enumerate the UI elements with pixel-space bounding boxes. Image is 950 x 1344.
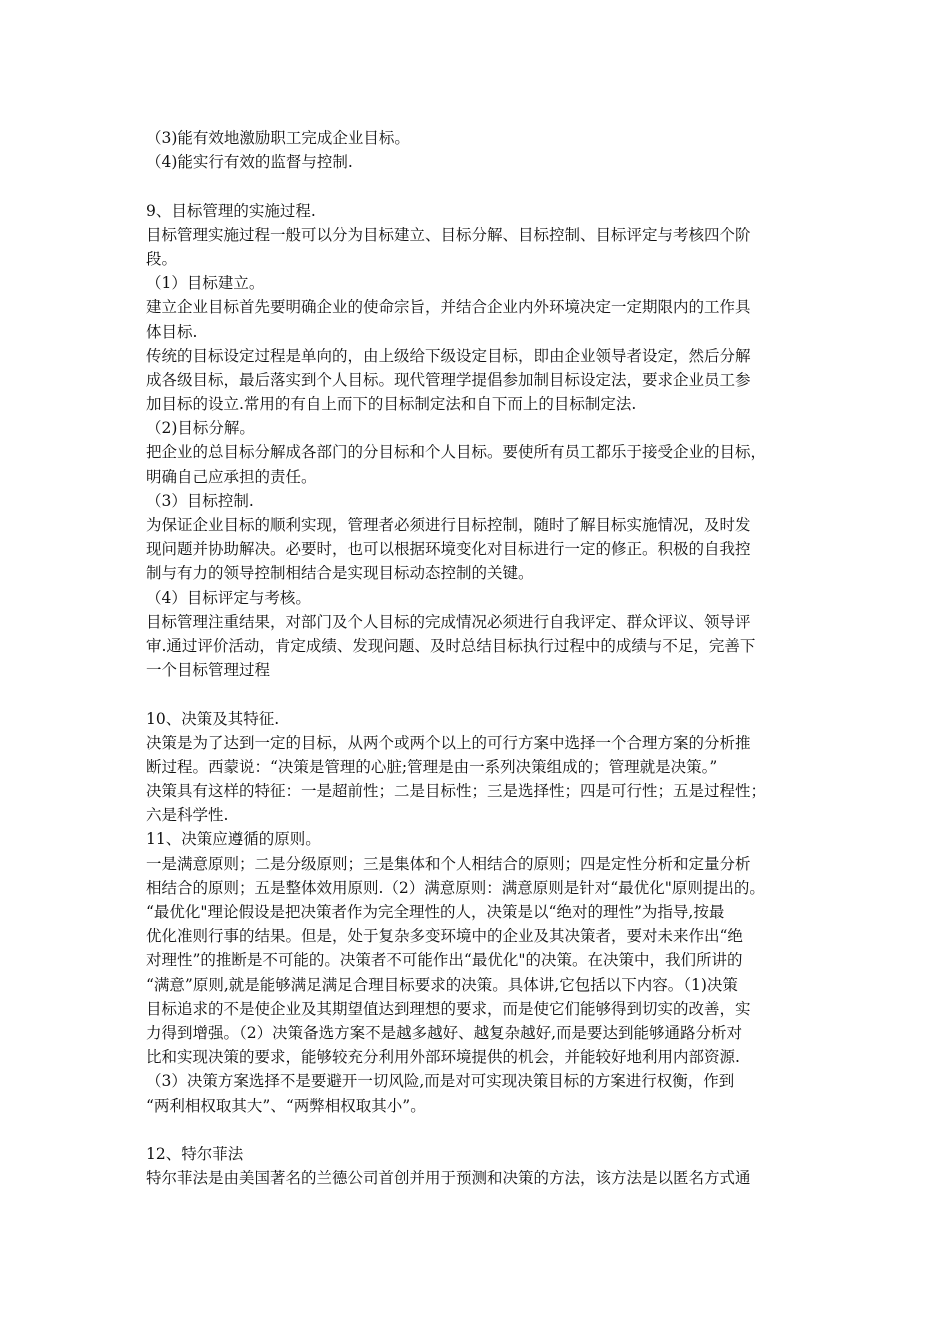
text-line: 11、决策应遵循的原则。 <box>146 830 321 849</box>
text-line: “满意”原则,就是能够满足满足合理目标要求的决策。具体讲,它包括以下内容。（1)决策 <box>146 975 738 994</box>
text-line: 体目标. <box>146 322 198 341</box>
text-line: 传统的目标设定过程是单向的，由上级给下级设定目标，即由企业领导者设定，然后分解 <box>146 346 751 365</box>
text-line: 相结合的原则；五是整体效用原则.（2）满意原则：满意原则是针对“最优化"原则提出的。 <box>146 878 765 897</box>
text-line: 比和实现决策的要求，能够较充分利用外部环境提供的机会，并能较好地利用内部资源. <box>146 1048 740 1067</box>
blank-line <box>146 682 812 706</box>
text-line: 对理性”的推断是不可能的。决策者不可能作出“最优化"的决策。在决策中，我们所讲的 <box>146 951 743 970</box>
text-line: （4)能实行有效的监督与控制. <box>146 153 353 172</box>
text-line: 建立企业目标首先要明确企业的使命宗旨，并结合企业内外环境决定一定期限内的工作具 <box>146 298 751 317</box>
text-line: 明确自己应承担的责任。 <box>146 467 317 486</box>
text-line: 决策具有这样的特征：一是超前性；二是目标性；三是选择性；四是可行性；五是过程性； <box>146 782 767 801</box>
text-line: 一个目标管理过程 <box>146 661 271 680</box>
text-line: 特尔菲法是由美国著名的兰德公司首创并用于预测和决策的方法，该方法是以匿名方式通 <box>146 1169 751 1188</box>
blank-line <box>146 174 812 198</box>
text-line: 成各级目标，最后落实到个人目标。现代管理学提倡参加制目标设定法，要求企业员工参 <box>146 370 751 389</box>
blank-line <box>146 1118 812 1142</box>
text-line: 优化准则行事的结果。但是，处于复杂多变环境中的企业及其决策者，要对未来作出“绝 <box>146 927 743 946</box>
text-line: 12、特尔菲法 <box>146 1144 244 1163</box>
text-line: 现问题并协助解决。必要时，也可以根据环境变化对目标进行一定的修正。积极的自我控 <box>146 540 751 559</box>
text-line: 六是科学性. <box>146 806 229 825</box>
text-line: 目标追求的不是使企业及其期望值达到理想的要求，而是使它们能够得到切实的改善，实 <box>146 999 751 1018</box>
text-line: 段。 <box>146 249 178 268</box>
text-line: （4）目标评定与考核。 <box>146 588 311 607</box>
text-line: 10、决策及其特征. <box>146 709 280 728</box>
text-line: 力得到增强。（2）决策备选方案不是越多越好、越复杂越好,而是要达到能够通路分析对 <box>146 1023 743 1042</box>
text-line: （1）目标建立。 <box>146 274 265 293</box>
text-line: 断过程。西蒙说：“决策是管理的心脏;管理是由一系列决策组成的；管理就是决策。” <box>146 757 718 776</box>
text-line: 一是满意原则；二是分级原则；三是集体和个人相结合的原则；四是定性分析和定量分析 <box>146 854 751 873</box>
text-line: 制与有力的领导控制相结合是实现目标动态控制的关键。 <box>146 564 534 583</box>
document-body <box>146 126 812 1190</box>
text-line: 加目标的设立.常用的有自上而下的目标制定法和自下而上的目标制定法. <box>146 395 637 414</box>
text-line: 9、目标管理的实施过程. <box>146 201 316 220</box>
text-line: 为保证企业目标的顺利实现，管理者必须进行目标控制，随时了解目标实施情况，及时发 <box>146 516 751 534</box>
text-line: “最优化"理论假设是把决策者作为完全理性的人，决策是以“绝对的理性”为指导,按最 <box>146 903 725 921</box>
text-line: 决策是为了达到一定的目标，从两个或两个以上的可行方案中选择一个合理方案的分析推 <box>146 733 751 752</box>
text-line: （2)目标分解。 <box>146 419 255 438</box>
text-line: 把企业的总目标分解成各部门的分目标和个人目标。要使所有员工都乐于接受企业的目标， <box>146 443 767 462</box>
text-line: 目标管理实施过程一般可以分为目标建立、目标分解、目标控制、目标评定与考核四个阶 <box>146 225 751 244</box>
text-line: （3)能有效地激励职工完成企业目标。 <box>146 129 410 147</box>
text-line: “两利相权取其大”、“两弊相权取其小”。 <box>146 1096 426 1115</box>
text-line: （3）目标控制. <box>146 491 254 510</box>
text-line: 审.通过评价活动，肯定成绩、发现问题、及时总结目标执行过程中的成绩与不足，完善下 <box>146 636 756 655</box>
text-line: 目标管理注重结果，对部门及个人目标的完成情况必须进行自我评定、群众评议、领导评 <box>146 612 751 631</box>
text-line: （3）决策方案选择不是要避开一切风险,而是对可实现决策目标的方案进行权衡，作到 <box>146 1072 735 1091</box>
